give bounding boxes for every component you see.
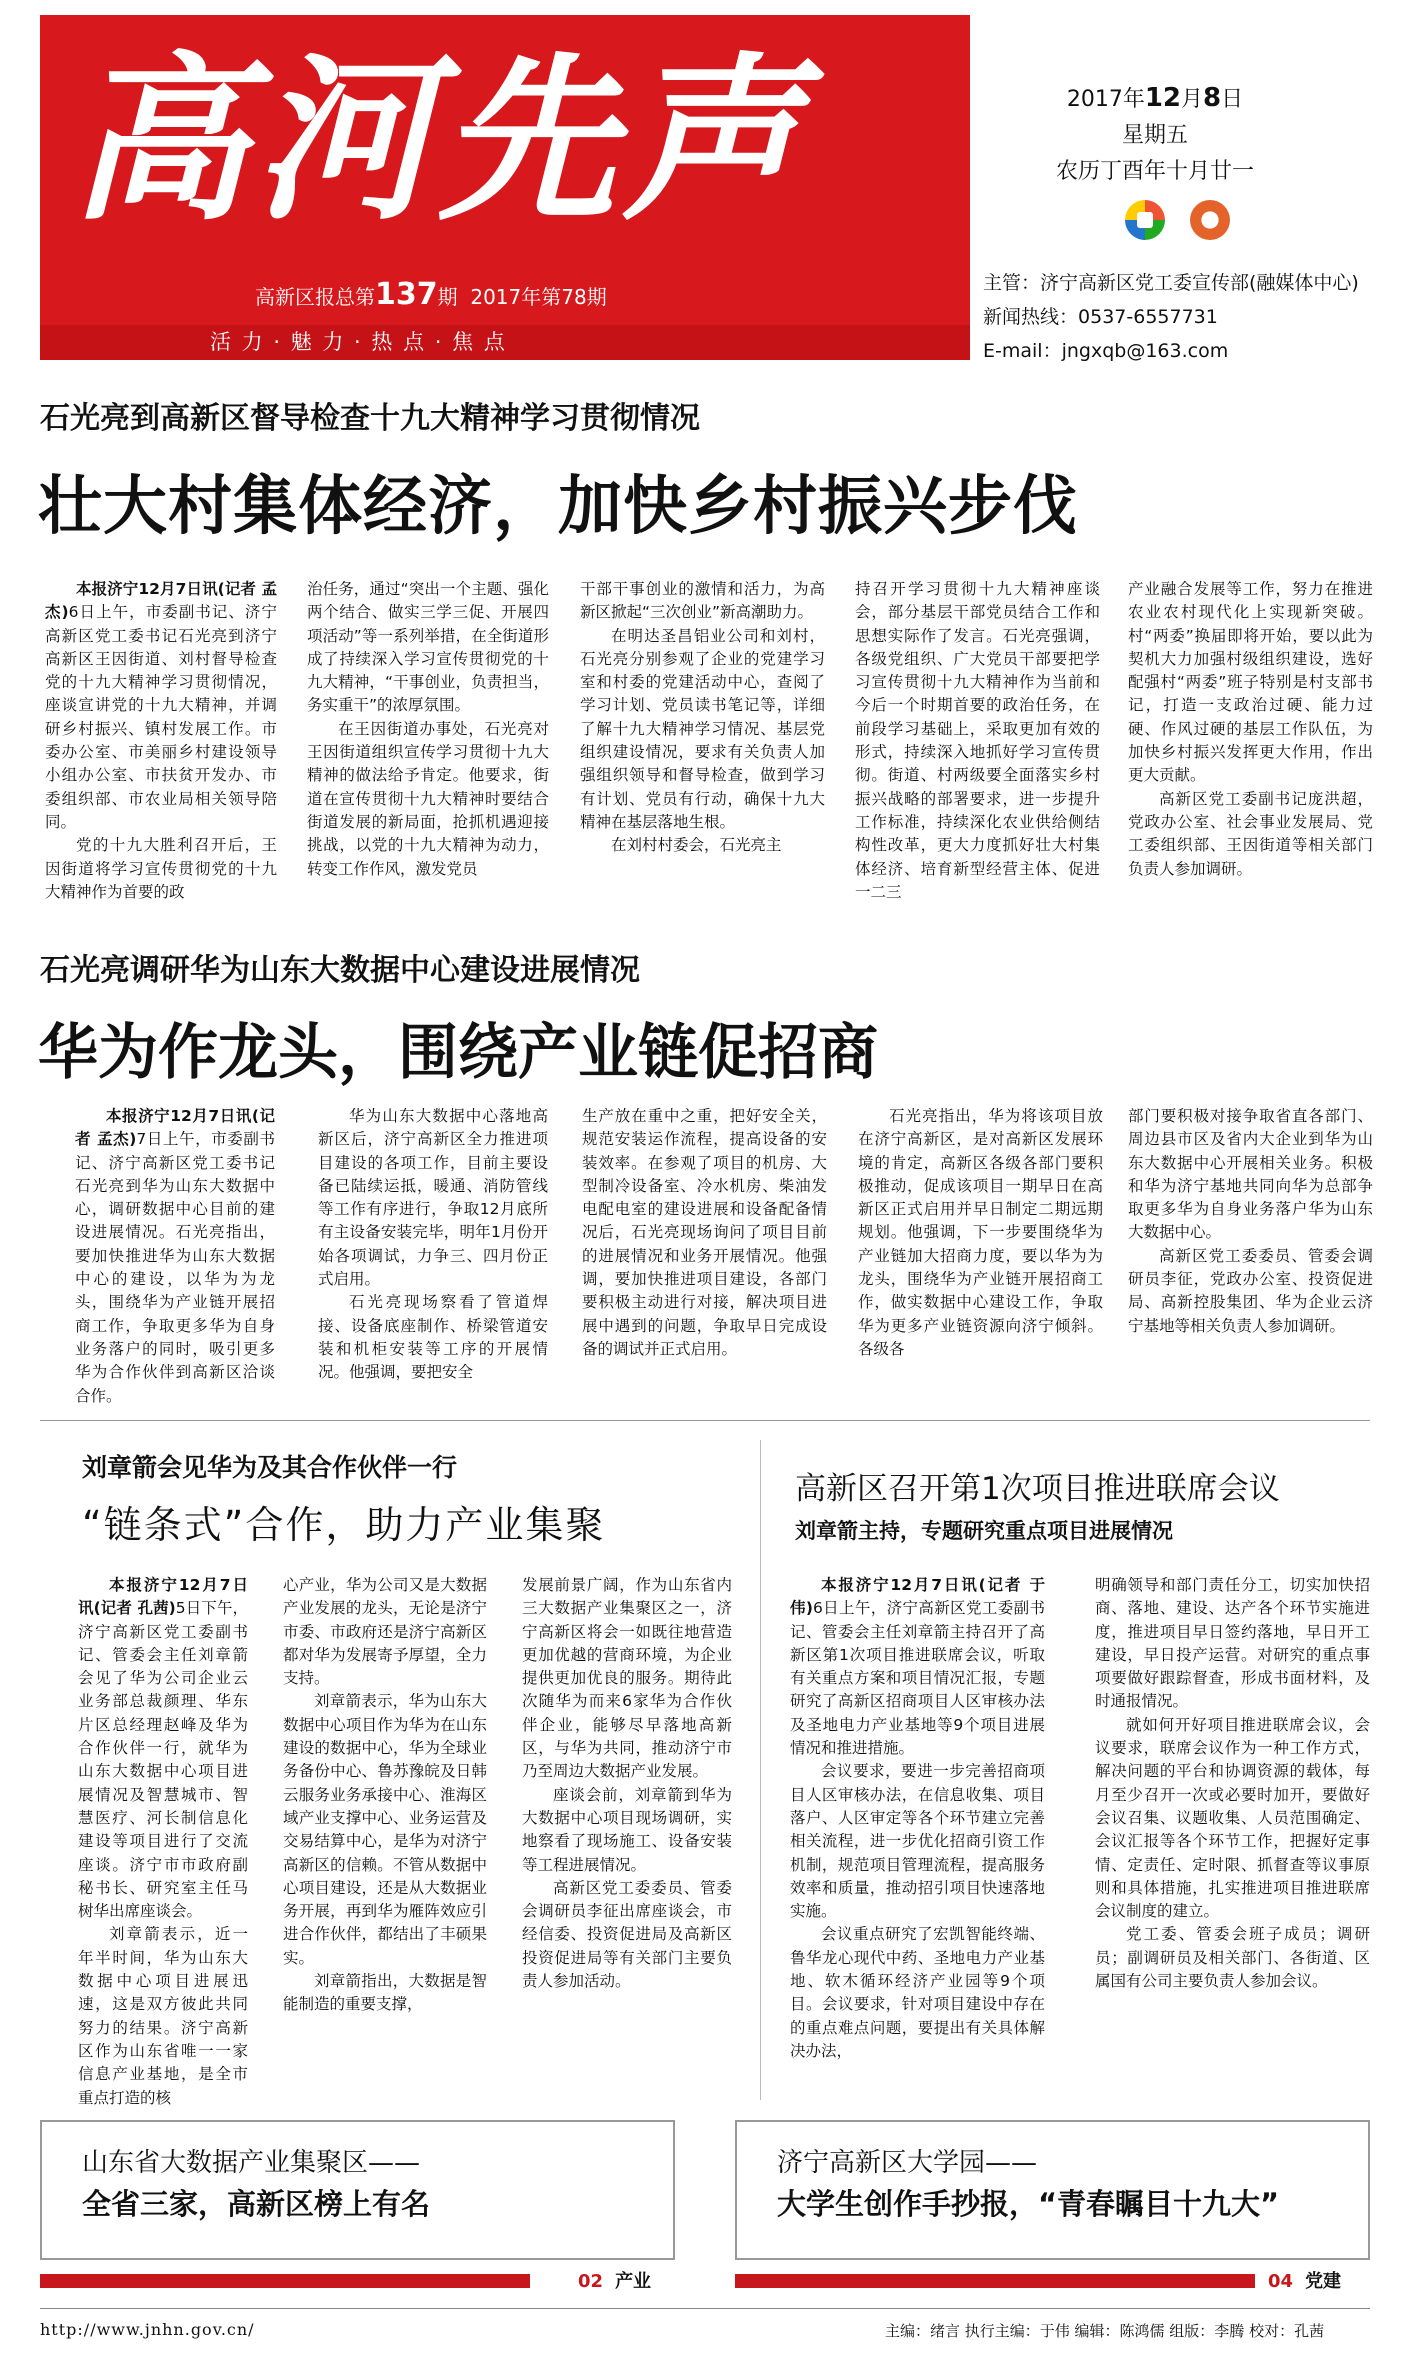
promo-left-page-tag[interactable]: 02 产业 bbox=[578, 2271, 652, 2292]
article3-col3: 发展前景广阔，作为山东省内三大数据产业集聚区之一，济宁高新区将会一如既往地营造更加优越的营商环境，为企业提供更加优良的服务。期待此次随华为而来6家华为合作伙伴企业，能够尽早落地高新区，与华为共同，推动济宁市乃至周边大数据产业发展。 座谈会前，刘章箭到华为大数据中心项目现场调研，实地察看了现场施工、设备安装等工程进展情况。 高新区党工委委员、管委会调研员李征出席座谈会，市经信委、投资促进局及高新区投资促进局等有关部门主要负责人参加活动。 bbox=[522, 1576, 732, 1991]
media-center-logo-icon bbox=[1190, 200, 1230, 240]
issue-info: 高新区报总第137期 2017年第78期 bbox=[255, 277, 607, 312]
article2-col5: 部门要积极对接争取省直各部门、周边县市区及省内大企业到华为山东大数据中心开展相关业务。积极和华为济宁基地共同向华为总部争取更多华为自身业务落户华为山东大数据中心。 高新区党工委委员、管委会调研员李征，党政办公室、投资促进局、高新控股集团、华为企业云济宁基地等相关负责人参加调研。 bbox=[1128, 1107, 1373, 1335]
article4-headline: 高新区召开第1次项目推进联席会议 bbox=[795, 1471, 1280, 1507]
article1-col3: 干部干事创业的激情和活力，为高新区掀起“三次创业”新高潮助力。 在明达圣昌铝业公司和刘村，石光亮分别参观了企业的党建学习室和村委的党建活动中心，查阅了学习计划、党员读书笔记等，详细了解十九大精神学习情况、基层党组织建设情况，要求有关负责人加强组织领导和督导检查，做到学习有计划、党员有行动，确保十九大精神在基层落地生根。 在刘村村委会，石光亮主 bbox=[580, 580, 825, 855]
article1-kicker: 石光亮到高新区督导检查十九大精神学习贯彻情况 bbox=[40, 401, 700, 436]
article4-col1: 本报济宁12月7日讯(记者 于伟)6日上午，济宁高新区党工委副书记、管委会主任刘章箭主持召开了高新区第1次项目推进联席会议，听取有关重点方案和项目情况汇报，专题研究了高新区招商项目人区审核办法及圣地电力产业基地等9个项目进展情况和推进措施。 会议要求，要进一步完善招商项目人区审核办法，在信息收集、项目落户、人区审定等各个环节建立完善相关流程，进一步优化招商引资工作机制，规范项目管理流程，提高服务效率和质量，推动招引项目快速落地实施。 会议重点研究了宏凯智能终端、鲁华龙心现代中药、圣地电力产业基地、软木循环经济产业园等9个项目。会议要求，针对项目建设中存在的重点难点问题，要提出有关具体解决办法， bbox=[790, 1576, 1045, 2060]
article1-col1: 本报济宁12月7日讯(记者 孟杰)6日上午，市委副书记、济宁高新区党工委书记石光亮到济宁高新区王因街道、刘村督导检查党的十九大精神学习贯彻情况，座谈宣讲党的十九大精神，并调研乡村振兴、镇村发展工作。市委办公室、市美丽乡村建设领导小组办公室、市扶贫开发办、市委组织部、市农业局相关领导陪同。 党的十九大胜利召开后，王因街道将学习宣传贯彻党的十九大精神作为首要的政 bbox=[45, 580, 277, 901]
article3-col2: 心产业，华为公司又是大数据产业发展的龙头，无论是济宁市委、市政府还是济宁高新区都对华为发展寄予厚望，全力支持。 刘章箭表示，华为山东大数据中心项目作为华为在山东建设的数据中心，华为全球业务备份中心、鲁苏豫皖及日韩云服务业务承接中心、淮海区域产业支撑中心、业务运营及交易结算中心，是华为对济宁高新区的信赖。不管从数据中心项目建设，还是从大数据业务开展，再到华为雁阵效应引进合作伙伴，都结出了丰硕果实。 刘章箭指出，大数据是智能制造的重要支撑， bbox=[283, 1576, 487, 2014]
promo-right-line1: 济宁高新区大学园—— bbox=[777, 2148, 1038, 2178]
date-block bbox=[985, 80, 1325, 190]
footer-rule bbox=[40, 2308, 1370, 2309]
article2-kicker: 石光亮调研华为山东大数据中心建设进展情况 bbox=[40, 953, 640, 988]
article2-col2: 华为山东大数据中心落地高新区后，济宁高新区全力推进项目建设的各项工作，目前主要设备已陆续运抵，暖通、消防管线等工作有序进行，争取12月底所有主设备安装完毕，明年1月份开始各项调试，力争三、四月份正式启用。 石光亮现场察看了管道焊接、设备底座制作、桥梁管道安装和机柜安装等工序的开展情况。他强调，要把安全 bbox=[318, 1107, 548, 1382]
article2-col3: 生产放在重中之重，把好安全关，规范安装运作流程，提高设备的安装效率。在参观了项目的机房、大型制冷设备室、冷水机房、柴油发电配电室的建设进展和设备配备情况后，石光亮现场询问了项目目前的进展情况和业务开展情况。他强调，要加快推进项目建设，各部门要积极主动进行对接，解决项目进展中遇到的问题，争取早日完成设备的调试并正式启用。 bbox=[582, 1107, 827, 1358]
contact-block: 主管：济宁高新区党工委宣传部(融媒体中心) 新闻热线：0537-6557731 E-mail：jngxqb@163.com bbox=[983, 272, 1359, 362]
footer-credits: 主编：绪言 执行主编：于伟 编辑：陈鸿儒 组版：李腾 校对：孔茜 bbox=[885, 2322, 1325, 2340]
promo-left-box[interactable] bbox=[40, 2120, 675, 2260]
article2-col1: 本报济宁12月7日讯(记者 孟杰)7日上午，市委副书记、济宁高新区党工委书记石光亮到华为山东大数据中心，调研数据中心目前的建设进展情况。石光亮指出，要加快推进华为山东大数据中心的建设，以华为为龙头，围绕华为产业链开展招商工作，争取更多华为自身业务落户的同时，吸引更多华为合作伙伴到高新区洽谈合作。 bbox=[75, 1107, 275, 1405]
lunar-date: 农历丁酉年十月廿一 bbox=[1055, 159, 1254, 184]
hotline: 0537-6557731 bbox=[1078, 306, 1218, 328]
masthead-slogan: 活 力 · 魅 力 · 热 点 · 焦 点 bbox=[40, 325, 970, 360]
newspaper-title: 高河先声 bbox=[70, 35, 806, 244]
promo-left-bar bbox=[40, 2274, 530, 2288]
promo-left-line2: 全省三家，高新区榜上有名 bbox=[82, 2187, 431, 2221]
column-divider bbox=[760, 1440, 761, 2100]
footer-url[interactable]: http://www.jnhn.gov.cn/ bbox=[40, 2320, 255, 2339]
weekday: 星期五 bbox=[1121, 123, 1188, 148]
promo-right-line2: 大学生创作手抄报，“青春瞩目十九大” bbox=[777, 2187, 1280, 2221]
masthead bbox=[40, 15, 970, 360]
article1-col4: 持召开学习贯彻十九大精神座谈会，部分基层干部党员结合工作和思想实际作了发言。石光亮强调，各级党组织、广大党员干部要把学习宣传贯彻十九大精神作为当前和今后一个时期首要的政治任务，在前段学习基础上，采取更加有效的形式，持续深入地抓好学习宣传贯彻。街道、村两级要全面落实乡村振兴战略的部署要求，进一步提升工作标准，持续深化农业供给侧结构性改革，更大力度抓好壮大村集体经济、培育新型经营主体、促进一二三 bbox=[855, 580, 1100, 901]
article3-headline: “链条式”合作，助力产业集聚 bbox=[82, 1503, 606, 1547]
article3-col1: 本报济宁12月7日讯(记者 孔茜)5日下午，济宁高新区党工委副书记、管委会主任刘章箭会见了华为公司企业云业务部总裁颜理、华东片区总经理赵峰及华为合作伙伴一行，就华为山东大数据中心项目进展情况及智慧城市、智慧医疗、河长制信息化建设等项目进行了交流座谈。济宁市市政府副秘书长、研究室主任马树华出席座谈会。 刘章箭表示，近一年半时间，华为山东大数据中心项目进展迅速，这是双方彼此共同努力的结果。济宁高新区作为山东省唯一一家信息产业基地，是全市重点打造的核 bbox=[78, 1576, 248, 2107]
promo-right-box[interactable] bbox=[735, 2120, 1370, 2260]
article3-kicker: 刘章箭会见华为及其合作伙伴一行 bbox=[82, 1453, 458, 1482]
article4-subhead: 刘章箭主持，专题研究重点项目进展情况 bbox=[795, 1519, 1173, 1543]
sponsor: 济宁高新区党工委宣传部(融媒体中心) bbox=[1040, 272, 1359, 294]
promo-right-page-tag[interactable]: 04 党建 bbox=[1268, 2271, 1342, 2292]
party-logo-icon bbox=[1125, 200, 1165, 240]
article1-col5: 产业融合发展等工作，努力在推进农业农村现代化上实现新突破。村“两委”换届即将开始，要以此为契机大力加强村级组织建设，选好配强村“两委”班子特别是村支部书记，打造一支政治过硬、能力过硬、作风过硬的基层工作队伍，为加快乡村振兴发挥更大作用，作出更大贡献。 高新区党工委副书记庞洪超，党政办公室、社会事业发展局、党工委组织部、王因街道等相关部门负责人参加调研。 bbox=[1128, 580, 1373, 878]
issue-date: 2017年12月8日 bbox=[1066, 83, 1244, 113]
section-divider bbox=[40, 1420, 1370, 1421]
promo-left-line1: 山东省大数据产业集聚区—— bbox=[82, 2148, 421, 2178]
promo-right-bar bbox=[735, 2274, 1255, 2288]
email-link[interactable]: jngxqb@163.com bbox=[1061, 340, 1229, 362]
article1-col2: 治任务，通过“突出一个主题、强化两个结合、做实三学三促、开展四项活动”等一系列举措，在全街道形成了持续深入学习宣传贯彻党的十九大精神，“干事创业，负责担当，务实重干”的浓厚氛围。 在王因街道办事处，石光亮对王因街道组织宣传学习贯彻十九大精神的做法给予肯定。他要求，街道在宣传贯彻十九大精神时要结合街道发展的新局面，抢抓机遇迎接挑战，以党的十九大精神为动力，转变工作作风，激发党员 bbox=[307, 580, 549, 878]
article2-headline: 华为作龙头，围绕产业链促招商 bbox=[38, 1018, 878, 1088]
article2-col4: 石光亮指出，华为将该项目放在济宁高新区，是对高新区发展环境的肯定，高新区各级各部门要积极推动，促成该项目一期早日在高新区正式启用并早日制定二期远期规划。他强调，下一步要围绕华为产业链加大招商力度，要以华为为龙头，围绕华为产业链开展招商工作，做实数据中心建设工作，争取华为更多产业链资源向济宁倾斜。各级各 bbox=[858, 1107, 1103, 1358]
article1-headline: 壮大村集体经济，加快乡村振兴步伐 bbox=[38, 470, 1078, 544]
article4-col2: 明确领导和部门责任分工，切实加快招商、落地、建设、达产各个环节实施进度，推进项目早日签约落地，早日开工建设，早日投产运营。对研究的重点事项要做好跟踪督查，形成书面材料，及时通报情况。 就如何开好项目推进联席会议，会议要求，联席会议作为一种工作方式，解决问题的平台和协调资源的载体，每月至少召开一次或必要时加开，要做好会议召集、议题收集、人员范围确定、会议汇报等各个环节工作，把握好定事情、定责任、定时限、抓督查等议事原则和具体措施，扎实推进项目推进联席会议制度的建立。 党工委、管委会班子成员；调研员；副调研员及相关部门、各街道、区属国有公司主要负责人参加会议。 bbox=[1095, 1576, 1370, 1991]
